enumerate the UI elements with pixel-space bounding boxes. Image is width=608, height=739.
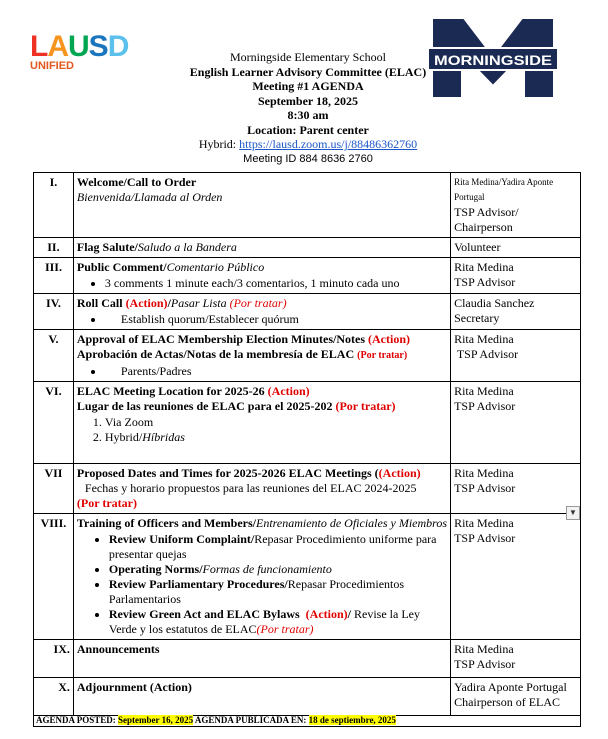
agenda-row bbox=[34, 173, 581, 238]
list-item: • Operating Norms/Formas de funcionamiento bbox=[109, 562, 447, 577]
item-content: Public Comment/Comentario Público • 3 comments 1 minute each/3 comentarios, 1 minuto cada uno bbox=[73, 258, 450, 294]
agenda-row bbox=[34, 464, 581, 514]
agenda-posted-footer: AGENDA POSTED: September 16, 2025 AGENDA PUBLICADA EN: 18 de septiembre, 2025 bbox=[33, 714, 581, 727]
meeting-id: Meeting ID 884 8636 2760 bbox=[243, 152, 373, 165]
posted-date: September 16, 2025 bbox=[118, 715, 194, 725]
hybrid-label: Hybrid: bbox=[198, 137, 237, 151]
logo-letter-d: D bbox=[107, 30, 129, 63]
mascot-logo-text: MORNINGSIDE bbox=[434, 52, 552, 68]
item-number: VI. bbox=[34, 382, 74, 464]
item-number: IV. bbox=[34, 294, 74, 330]
agenda-row bbox=[34, 258, 581, 294]
lausd-logo bbox=[30, 32, 160, 72]
list-item: • Review Green Act and ELAC Bylaws (Action)/ Revise la Ley Verde y los estatutos de ELAC(Por tratar) bbox=[109, 607, 447, 637]
item-content: Adjournment (Action) bbox=[73, 678, 450, 716]
list-item: 1. Via Zoom bbox=[105, 415, 447, 430]
agenda-row bbox=[34, 640, 581, 678]
agenda-row bbox=[34, 330, 581, 382]
publicada-date: 18 de septiembre, 2025 bbox=[308, 715, 396, 725]
logo-letter-u: U bbox=[68, 30, 89, 63]
list-item: • 3 comments 1 minute each/3 comentarios, 1 minuto cada uno bbox=[105, 276, 447, 291]
item-content: Proposed Dates and Times for 2025-2026 ELAC Meetings ((Action) Fechas y horario propuestos para las reuniones del ELAC 2024-2025 (Por tratar) bbox=[73, 464, 450, 514]
agenda-row bbox=[34, 514, 581, 640]
meeting-time: 8:30 am bbox=[287, 108, 329, 122]
item-presenter: Yadira Aponte Portugal Chairperson of ELAC bbox=[451, 678, 581, 716]
chevron-down-icon[interactable]: ▼ bbox=[566, 506, 580, 520]
item-presenter: Rita Medina TSP Advisor bbox=[451, 640, 581, 678]
zoom-link[interactable]: https://lausd.zoom.us/j/88486362760 bbox=[239, 137, 418, 151]
list-item: 2. Hybrid/Híbridas bbox=[105, 430, 447, 445]
item-number: II. bbox=[34, 238, 74, 258]
meeting-location: Location: Parent center bbox=[247, 122, 369, 137]
item-content: Training of Officers and Members/Entrenamiento de Oficiales y Miembros • Review Uniform Complaint/Repasar Procedimiento uniforme para presentar quejas • Operating Norms/Formas de funcionamiento • Review Parliamentary Procedures/Repasar Procedimientos Parlamentarios • Review Green Act and ELAC Bylaws (Action)/ Revise la Ley Verde y los estatutos de ELAC(Por tratar) bbox=[73, 514, 450, 640]
item-presenter: Rita Medina TSP Advisor bbox=[451, 258, 581, 294]
item-presenter: Claudia Sanchez Secretary bbox=[451, 294, 581, 330]
list-item: • Parents/Padres bbox=[105, 364, 447, 379]
item-presenter: Volunteer bbox=[451, 238, 581, 258]
agenda-header bbox=[150, 50, 466, 166]
agenda-table bbox=[33, 172, 581, 716]
item-content: ELAC Meeting Location for 2025-26 (Action) Lugar de las reuniones de ELAC para el 2025-202 (Por tratar) 1. Via Zoom 2. Hybrid/Híbridas bbox=[73, 382, 450, 464]
agenda-row bbox=[34, 294, 581, 330]
item-presenter: Rita Medina TSP Advisor bbox=[451, 382, 581, 464]
list-item: • Review Uniform Complaint/Repasar Procedimiento uniforme para presentar quejas bbox=[109, 532, 447, 562]
agenda-row bbox=[34, 678, 581, 716]
school-name: Morningside Elementary School bbox=[230, 50, 386, 64]
logo-subtitle: UNIFIED bbox=[30, 60, 74, 72]
committee-name: English Learner Advisory Committee (ELAC) bbox=[189, 64, 427, 79]
meeting-title: Meeting #1 AGENDA bbox=[252, 79, 364, 93]
item-number: VII bbox=[34, 464, 74, 514]
logo-letter-l: L bbox=[30, 30, 48, 63]
item-content: Approval of ELAC Membership Election Minutes/Notes (Action) Aprobación de Actas/Notas de la membresía de ELAC (Por tratar) • Parents/Padres bbox=[73, 330, 450, 382]
item-number: IX. bbox=[34, 640, 74, 678]
item-content: Welcome/Call to Order Bienvenida/Llamada al Orden bbox=[73, 173, 450, 238]
agenda-row bbox=[34, 382, 581, 464]
logo-letter-s: S bbox=[88, 30, 108, 63]
item-presenter: Rita Medina TSP Advisor bbox=[451, 330, 581, 382]
item-number: X. bbox=[34, 678, 74, 716]
list-item: • Establish quorum/Establecer quórum bbox=[105, 312, 447, 327]
agenda-row bbox=[34, 238, 581, 258]
list-item: • Review Parliamentary Procedures/Repasar Procedimientos Parlamentarios bbox=[109, 577, 447, 607]
item-presenter: Rita Medina TSP Advisor bbox=[451, 464, 581, 514]
item-presenter: Rita Medina TSP Advisor bbox=[451, 514, 581, 640]
item-number: I. bbox=[34, 173, 74, 238]
logo-letter-a: A bbox=[47, 30, 68, 63]
item-number: III. bbox=[34, 258, 74, 294]
item-content: Flag Salute/Saludo a la Bandera bbox=[73, 238, 450, 258]
item-number: V. bbox=[34, 330, 74, 382]
item-content: Announcements bbox=[73, 640, 450, 678]
meeting-date: September 18, 2025 bbox=[257, 93, 359, 108]
item-presenter: Rita Medina/Yadira Aponte Portugal TSP Advisor/ Chairperson bbox=[451, 173, 581, 238]
item-content: Roll Call (Action)/Pasar Lista (Por tratar) • Establish quorum/Establecer quórum bbox=[73, 294, 450, 330]
item-number: VIII. bbox=[34, 514, 74, 640]
